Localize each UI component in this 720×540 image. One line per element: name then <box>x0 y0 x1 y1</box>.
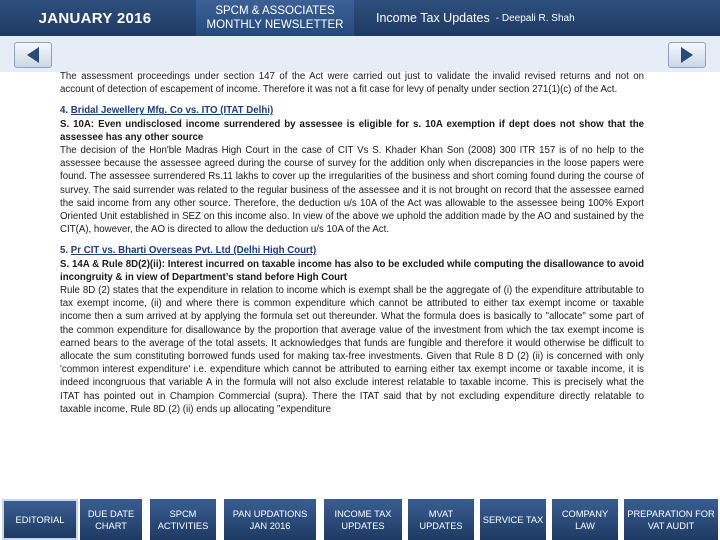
tab-pan-updations[interactable]: PAN UPDATIONS JAN 2016 <box>224 499 316 540</box>
case-title-link[interactable]: Bridal Jewellery Mfg. Co vs. ITO (ITAT Delhi) <box>70 105 274 117</box>
case-section-5 <box>60 244 644 416</box>
case-body: The decision of the Hon'ble Madras High Court in the case of CIT Vs S. Khader Khan Son (2008) 300 ITR 157 is of no help to the assessee because the assessee agreed during the course of survey for the addition only when discrepancies in the loose papers were found. The assessee surrendered Rs.11 lakhs to cover up the irregularities of the business and short coming found during the course of survey. The said surrender was related to the regular business of the assessee and it is not brought on record that the assessee earned the said income from any other source. Therefore, the deduction u/s 10A of the Act was allowable to the assessee being 100% Export Oriented Unit established in SEZ on this income also. In view of the above we uphold the addition made by the AO and sustained by the CIT(A), however, the AO is directed to allow the deduction u/s 10A of the Act. <box>60 145 644 236</box>
newsletter-title <box>196 0 354 36</box>
tab-spcm-activities[interactable]: SPCM ACTIVITIES <box>150 499 216 540</box>
footer-nav <box>0 497 720 540</box>
case-heading <box>60 244 644 257</box>
case-body: Rule 8D (2) states that the expenditure in relation to income which is exempt shall be the aggregate of (i) the expenditure attributable to tax exempt income, (ii) and where there is common expenditure which cannot be attributed to either tax exempt income or taxable income then a sum arrived at by applying the formula set out thereunder. What the formula does is basically to "allocate" some part of the common expenditure for disallowance by the proportion that average value of the investment from which the tax exempt income is earned bears to the average of the total assets. It acknowledges that funds are fungible and therefore it would otherwise be difficult to allocate the sum constituting borrowed funds used for making tax-free investments. Given that Rule 8 D (2) (ii) is concerned with only 'common interest expenditure' i.e. expenditure which cannot be attributed to earning either tax exempt income or taxable income, it is indeed incongruous that variable A in the formula will not also exclude interest relatable to taxable income. This is precisely what the ITAT has pointed out in Champion Commercial (supra). There the ITAT said that by not excluding expenditure directly relatable to taxable income, Rule 8D (2) (ii) ends up allocating "expenditure <box>60 285 644 415</box>
case-number: 5. <box>60 245 69 257</box>
case-section-4 <box>60 104 644 236</box>
case-heading <box>60 104 644 117</box>
case-held: S. 14A & Rule 8D(2)(ii): Interest incurred on taxable income has also to be excluded while computing the disallowance to avoid incongruity & in view of Department’s stand before High Court <box>60 258 644 283</box>
case-number: 4. <box>60 105 69 117</box>
newsletter-month: JANUARY 2016 <box>38 9 152 27</box>
arrow-left-icon <box>27 47 39 63</box>
tab-preparation-for-vat-audit[interactable]: PREPARATION FOR VAT AUDIT <box>624 499 718 540</box>
case-held: S. 10A: Even undisclosed income surrendered by assessee is eligible for s. 10A exemption if dept does not show that the assessee has any other source <box>60 118 644 143</box>
intro-paragraph: The assessment proceedings under section 147 of the Act were carried out just to validate the invalid revised returns and not on account of detection of escapement of income. Therefore it was not a fit case for levy of penalty under section 271(1)(c) of the Act. <box>60 71 644 96</box>
tab-service-tax[interactable]: SERVICE TAX <box>480 499 546 540</box>
tab-mvat-updates[interactable]: MVAT UPDATES <box>408 499 474 540</box>
section-topic <box>360 0 720 36</box>
tab-editorial[interactable]: EDITORIAL <box>2 499 78 540</box>
navigation-strip <box>0 36 720 72</box>
section-topic-author: - Deepali R. Shah <box>495 12 575 24</box>
article-content <box>60 70 644 416</box>
tab-due-date-chart[interactable]: DUE DATE CHART <box>80 499 142 540</box>
newsletter-title-line1: SPCM & ASSOCIATES <box>215 5 335 17</box>
case-title-link[interactable]: Pr CIT vs. Bharti Overseas Pvt. Ltd (Delhi High Court) <box>70 245 317 257</box>
newsletter-title-line2: MONTHLY NEWSLETTER <box>206 19 344 31</box>
tab-company-law[interactable]: COMPANY LAW <box>552 499 618 540</box>
section-topic-title: Income Tax Updates <box>376 11 490 25</box>
header-bar <box>0 0 720 36</box>
next-page-button[interactable] <box>668 42 706 68</box>
tab-income-tax-updates[interactable]: INCOME TAX UPDATES <box>324 499 402 540</box>
previous-page-button[interactable] <box>14 42 52 68</box>
arrow-right-icon <box>681 47 693 63</box>
